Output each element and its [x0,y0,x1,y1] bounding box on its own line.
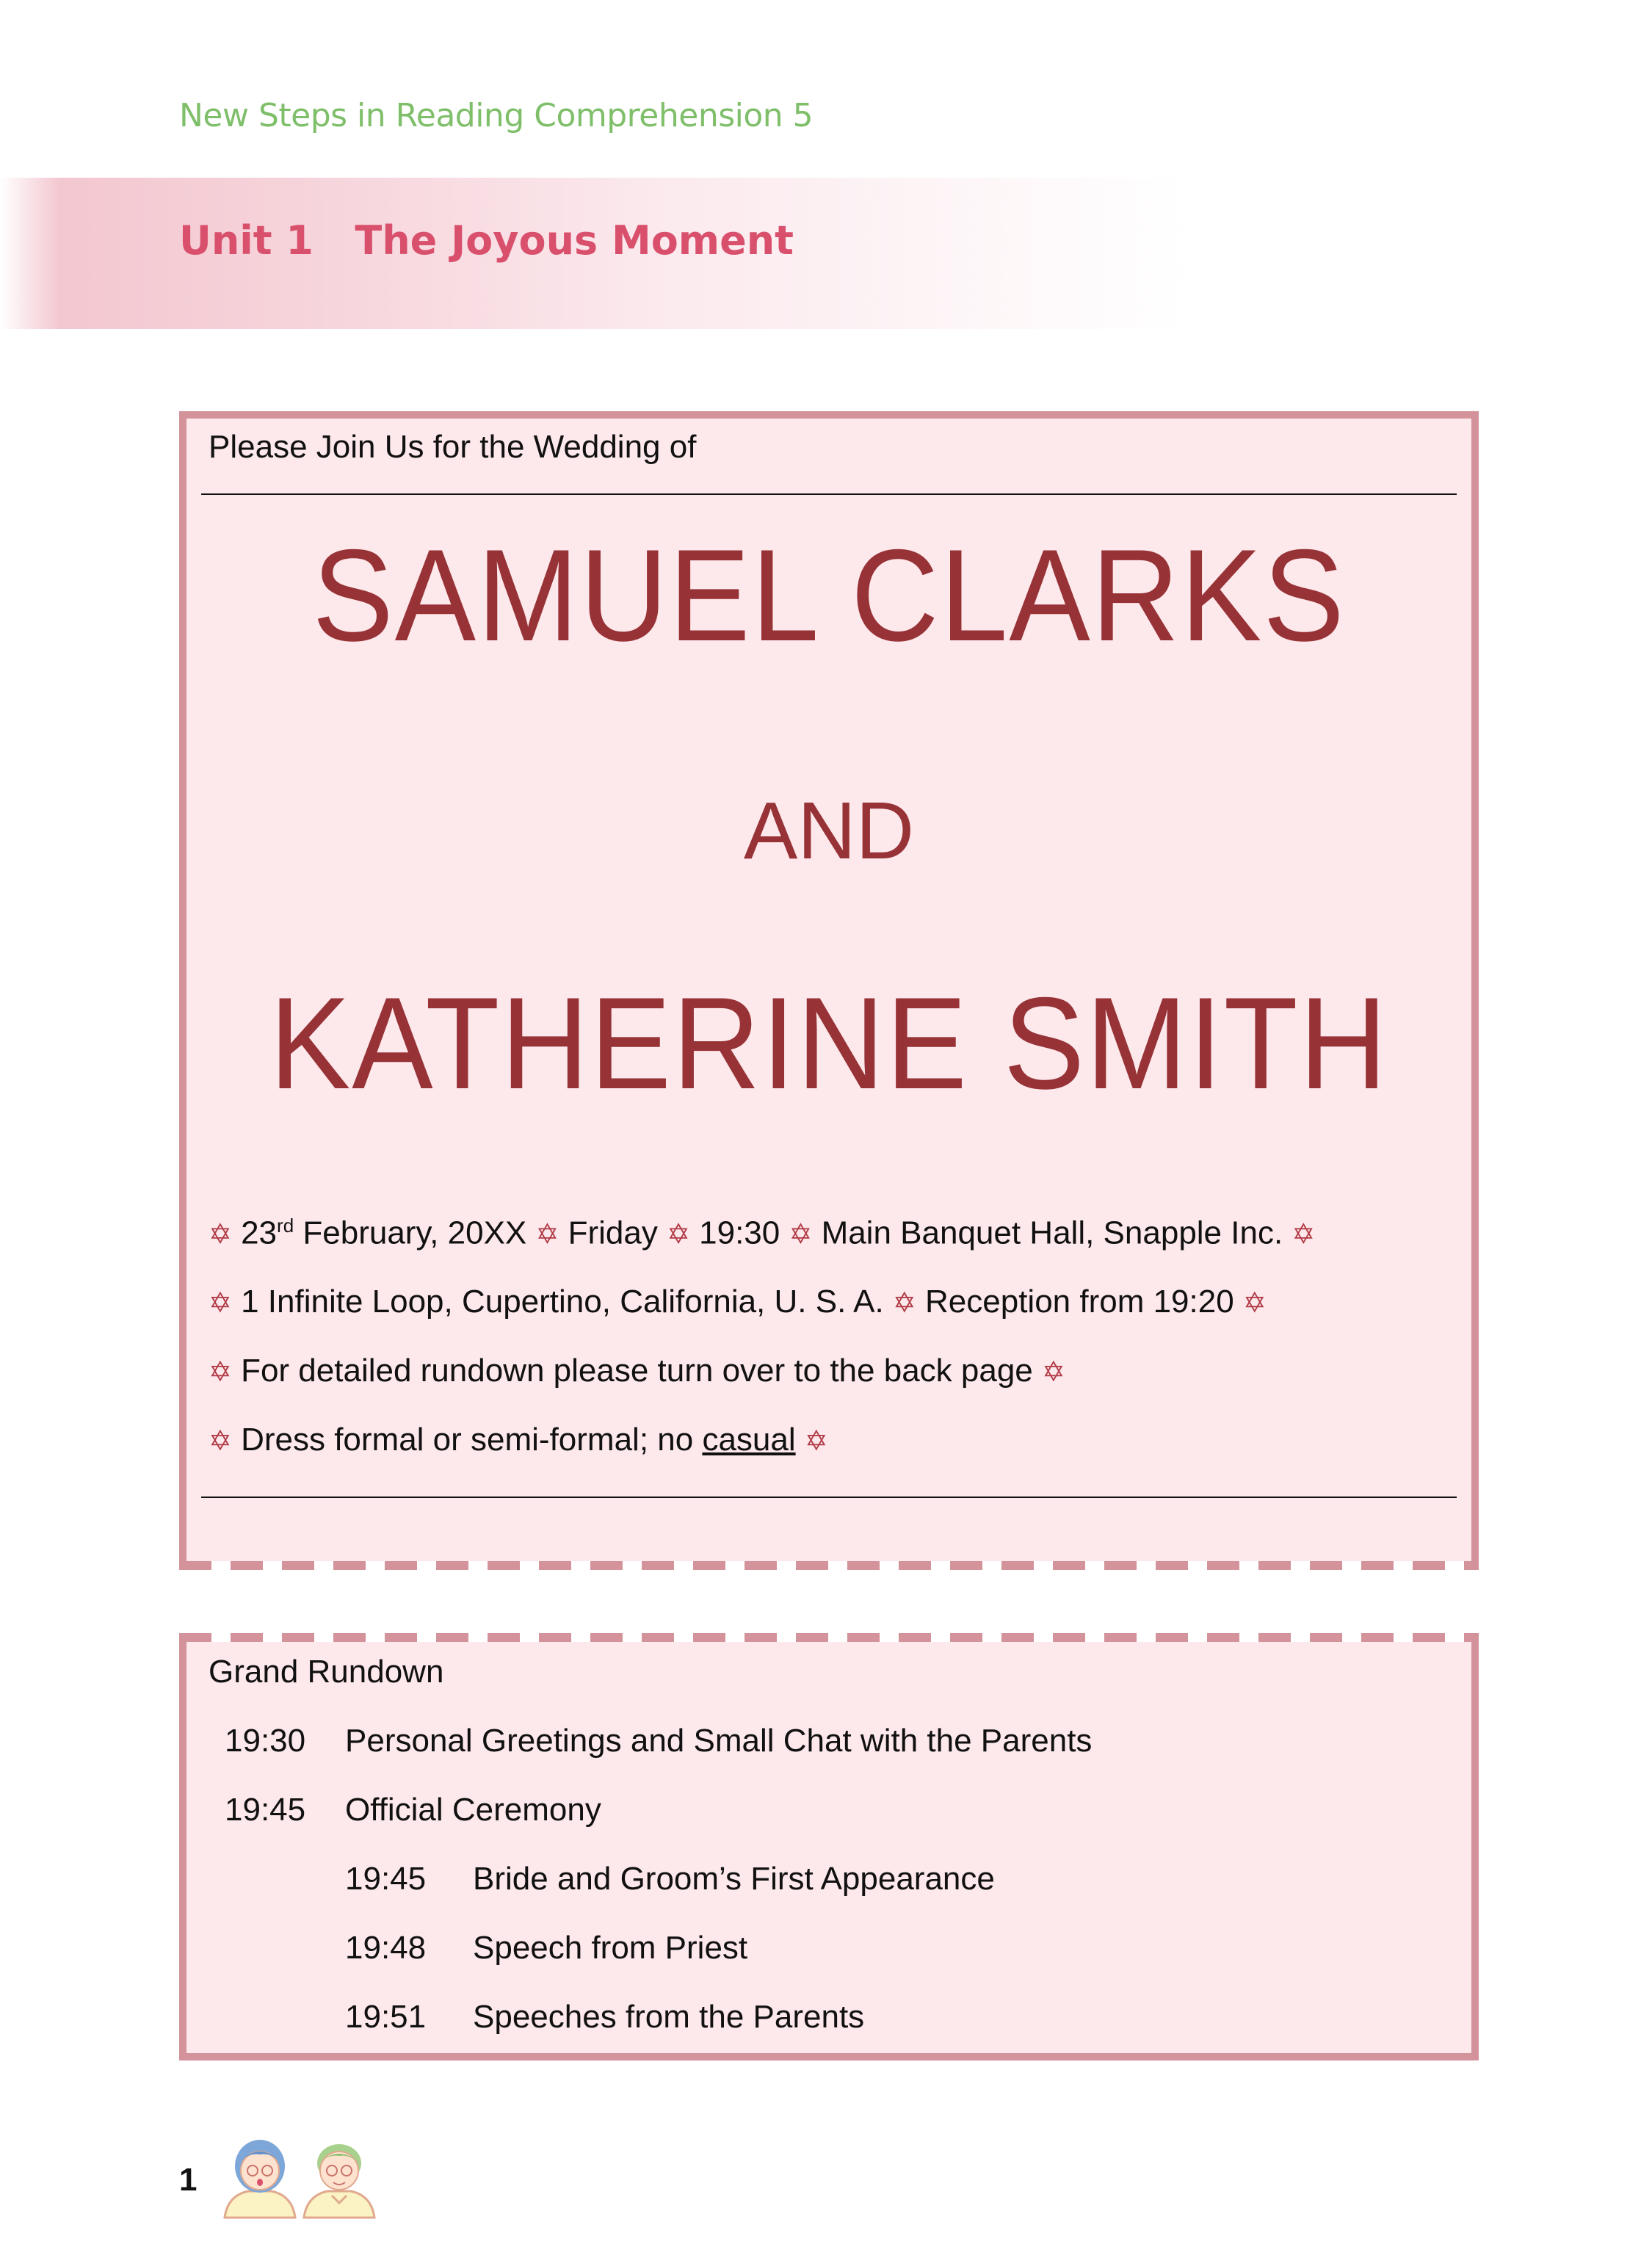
info-line-date [209,1215,1315,1252]
rundown-label: Bride and Groom’s First Appearance [473,1861,995,1897]
invitation-heading: Please Join Us for the Wedding of [209,429,697,465]
info-line-rundown-note [209,1353,1065,1389]
rundown-label: Speech from Priest [473,1930,748,1966]
star-icon: ✡ [804,1426,828,1457]
rundown-card [179,1642,1479,2060]
rundown-time: 19:45 [345,1861,427,1897]
rundown-time: 19:51 [345,1999,427,2035]
rundown-time: 19:48 [345,1930,427,1966]
rundown-label: Speeches from the Parents [473,1999,865,2035]
rundown-title: Grand Rundown [209,1654,444,1690]
rundown-time: 19:30 [225,1723,306,1759]
unit-title: Unit 1 The Joyous Moment [179,217,794,264]
top-divider [201,493,1457,495]
bottom-divider [201,1497,1457,1498]
star-icon: ✡ [1242,1288,1267,1319]
star-icon: ✡ [209,1357,232,1388]
star-icon: ✡ [209,1219,232,1251]
star-icon: ✡ [535,1219,559,1251]
info-line-address [209,1284,1267,1320]
date-day: 23 [241,1215,278,1251]
weekday: Friday [568,1215,658,1251]
groom-name: SAMUEL CLARKS [312,522,1346,668]
star-icon: ✡ [1291,1219,1316,1251]
star-icon: ✡ [789,1219,813,1251]
rundown-sub-item [345,1861,995,1897]
tear-line-top [179,1561,1479,1570]
star-icon: ✡ [1042,1357,1065,1388]
rundown-sub-item [345,1930,747,1966]
rundown-item [225,1792,601,1828]
and-word: AND [743,786,915,876]
date-rest: February, 20XX [294,1215,527,1251]
dress-code: Dress formal or semi-formal; no [241,1422,703,1458]
star-icon: ✡ [209,1426,232,1457]
rundown-label: Personal Greetings and Small Chat with the Parents [345,1723,1093,1759]
reception-time: Reception from 19:20 [925,1284,1234,1320]
rundown-item [225,1723,1092,1759]
venue: Main Banquet Hall, Snapple Inc. [821,1215,1283,1251]
star-icon: ✡ [892,1288,916,1319]
page-number: 1 [179,2162,198,2198]
address: 1 Infinite Loop, Cupertino, California, U. S. A. [241,1284,884,1320]
tear-line-bottom [179,1633,1479,1642]
star-icon: ✡ [209,1288,232,1319]
invitation-card [179,411,1479,1561]
series-title: New Steps in Reading Comprehension 5 [179,97,814,134]
star-icon: ✡ [667,1219,690,1251]
date-suffix: rd [277,1215,294,1237]
start-time: 19:30 [699,1215,780,1251]
dress-casual: casual [702,1422,796,1458]
info-line-dress [209,1422,828,1458]
rundown-note: For detailed rundown please turn over to the back page [241,1353,1033,1389]
rundown-label: Official Ceremony [345,1792,601,1828]
children-illustration [219,2128,389,2219]
rundown-sub-item [345,1999,864,2036]
rundown-time: 19:45 [225,1792,306,1828]
bride-name: KATHERINE SMITH [269,970,1388,1116]
